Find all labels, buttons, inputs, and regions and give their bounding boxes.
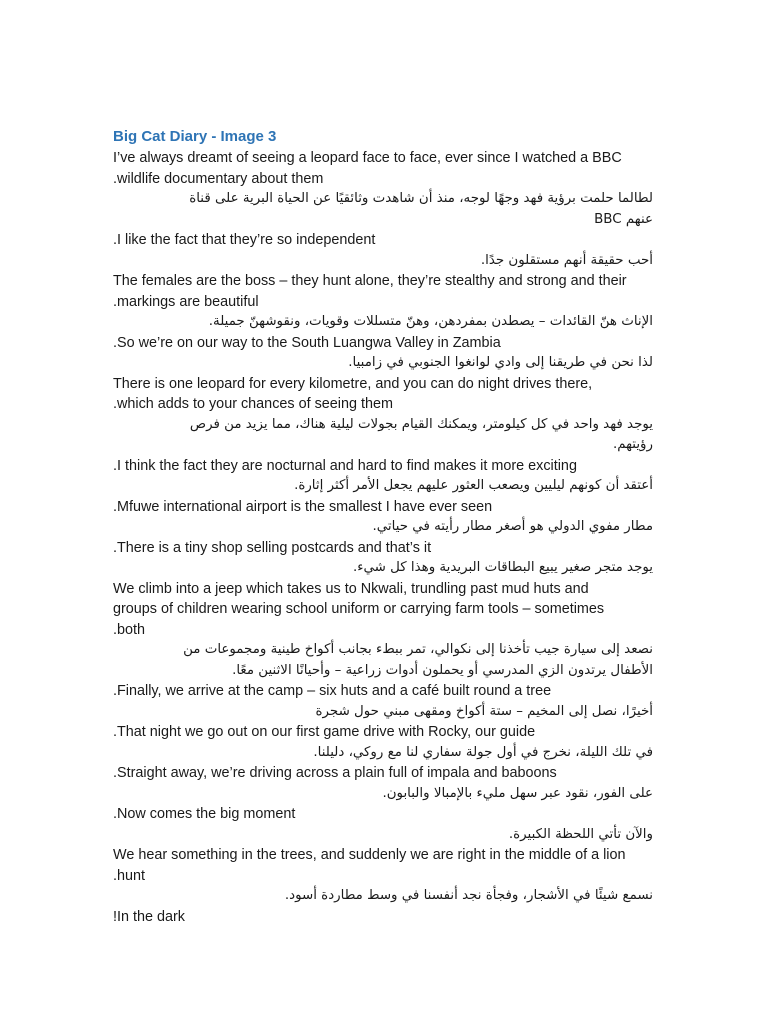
- document-page: [113, 126, 653, 927]
- english-text-line: There is one leopard for every kilometre, and you can do night drives there,: [113, 375, 593, 392]
- english-text-line: .So we’re on our way to the South Luangwa Valley in Zambia: [113, 334, 501, 351]
- english-text-line: .wildlife documentary about them: [113, 170, 324, 187]
- arabic-text-line: لذا نحن في طريقنا إلى وادي لوانغوا الجنوبي في زامبيا.: [348, 355, 653, 370]
- english-text-line: groups of children wearing school uniform or carrying farm tools – sometimes: [113, 601, 605, 617]
- english-text-line: .Finally, we arrive at the camp – six huts and a café built round a tree: [113, 683, 552, 699]
- english-text-line: .Straight away, we’re driving across a plain full of impala and baboons: [113, 765, 557, 781]
- english-text-line: !In the dark: [113, 908, 185, 925]
- english-text-line: .There is a tiny shop selling postcards and that’s it: [113, 539, 432, 556]
- english-text-line: We climb into a jeep which takes us to Nkwali, trundling past mud huts and: [113, 580, 589, 597]
- arabic-text-line: عنهم BBC: [594, 211, 653, 227]
- arabic-text-line: الأطفال يرتدون الزي المدرسي أو يحملون أدوات زراعية – وأحيانًا الاثنين معًا.: [232, 662, 653, 678]
- arabic-text-line: الإناث هنّ القائدات – يصطدن بمفردهن، وهنّ متسللات وقويات، ونقوشهنّ جميلة.: [208, 314, 653, 329]
- english-text-line: .I think the fact they are nocturnal and hard to find makes it more exciting: [113, 457, 577, 474]
- english-text-line: I’ve always dreamt of seeing a leopard face to face, ever since I watched a BBC: [113, 150, 622, 166]
- english-text-line: .hunt: [113, 867, 146, 884]
- arabic-text-line: نصعد إلى سيارة جيب تأخذنا إلى نكوالي، تمر ببطء بجانب أكواخ طينية ومجموعات من: [183, 642, 653, 657]
- english-text-line: .Now comes the big moment: [113, 806, 296, 822]
- arabic-text-line: يوجد متجر صغير يبيع البطاقات البريدية وهذا كل شيء.: [352, 560, 653, 575]
- arabic-text-line: على الفور، نقود عبر سهل مليء بالإمبالا والبابون.: [382, 785, 653, 801]
- arabic-text-line: نسمع شيئًا في الأشجار، وفجأة نجد أنفسنا في وسط مطاردة أسود.: [284, 888, 653, 903]
- arabic-text-line: والآن تأتي اللحظة الكبيرة.: [508, 826, 653, 842]
- english-text-line: .which adds to your chances of seeing them: [113, 396, 393, 412]
- arabic-text-line: في تلك الليلة، نخرج في أول جولة سفاري لنا مع روكي، دليلنا.: [313, 744, 653, 760]
- document-title: Big Cat Diary - Image 3: [113, 128, 277, 145]
- arabic-text-line: أحب حقيقة أنهم مستقلون جدًا.: [480, 252, 653, 268]
- english-text-line: .markings are beautiful: [113, 293, 259, 310]
- english-text-line: .both: [113, 621, 146, 638]
- arabic-text-line: أعتقد أن كونهم ليليين ويصعب العثور عليهم يجعل الأمر أكثر إثارة.: [294, 478, 653, 493]
- english-text-line: .I like the fact that they’re so independent: [113, 232, 376, 248]
- english-text-line: .Mfuwe international airport is the smallest I have ever seen: [113, 498, 493, 515]
- arabic-text-line: لطالما حلمت برؤية فهد وجهًا لوجه، منذ أن شاهدت وثائقيًا عن الحياة البرية على قناة: [189, 191, 653, 206]
- english-text-line: .That night we go out on our first game drive with Rocky, our guide: [113, 724, 536, 740]
- english-text-line: We hear something in the trees, and suddenly we are right in the middle of a lion: [113, 847, 626, 863]
- english-text-line: The females are the boss – they hunt alone, they’re stealthy and strong and their: [113, 273, 627, 289]
- arabic-text-line: مطار مفوي الدولي هو أصغر مطار رأيته في حياتي.: [372, 519, 653, 534]
- arabic-text-line: يوجد فهد واحد في كل كيلومتر، ويمكنك القيام بجولات ليلية هناك، مما يزيد من فرص: [189, 416, 653, 432]
- arabic-text-line: رؤيتهم.: [612, 437, 653, 452]
- arabic-text-line: أخيرًا، نصل إلى المخيم – ستة أكواخ ومقهى مبني حول شجرة: [315, 703, 653, 719]
- document-body: [113, 148, 653, 927]
